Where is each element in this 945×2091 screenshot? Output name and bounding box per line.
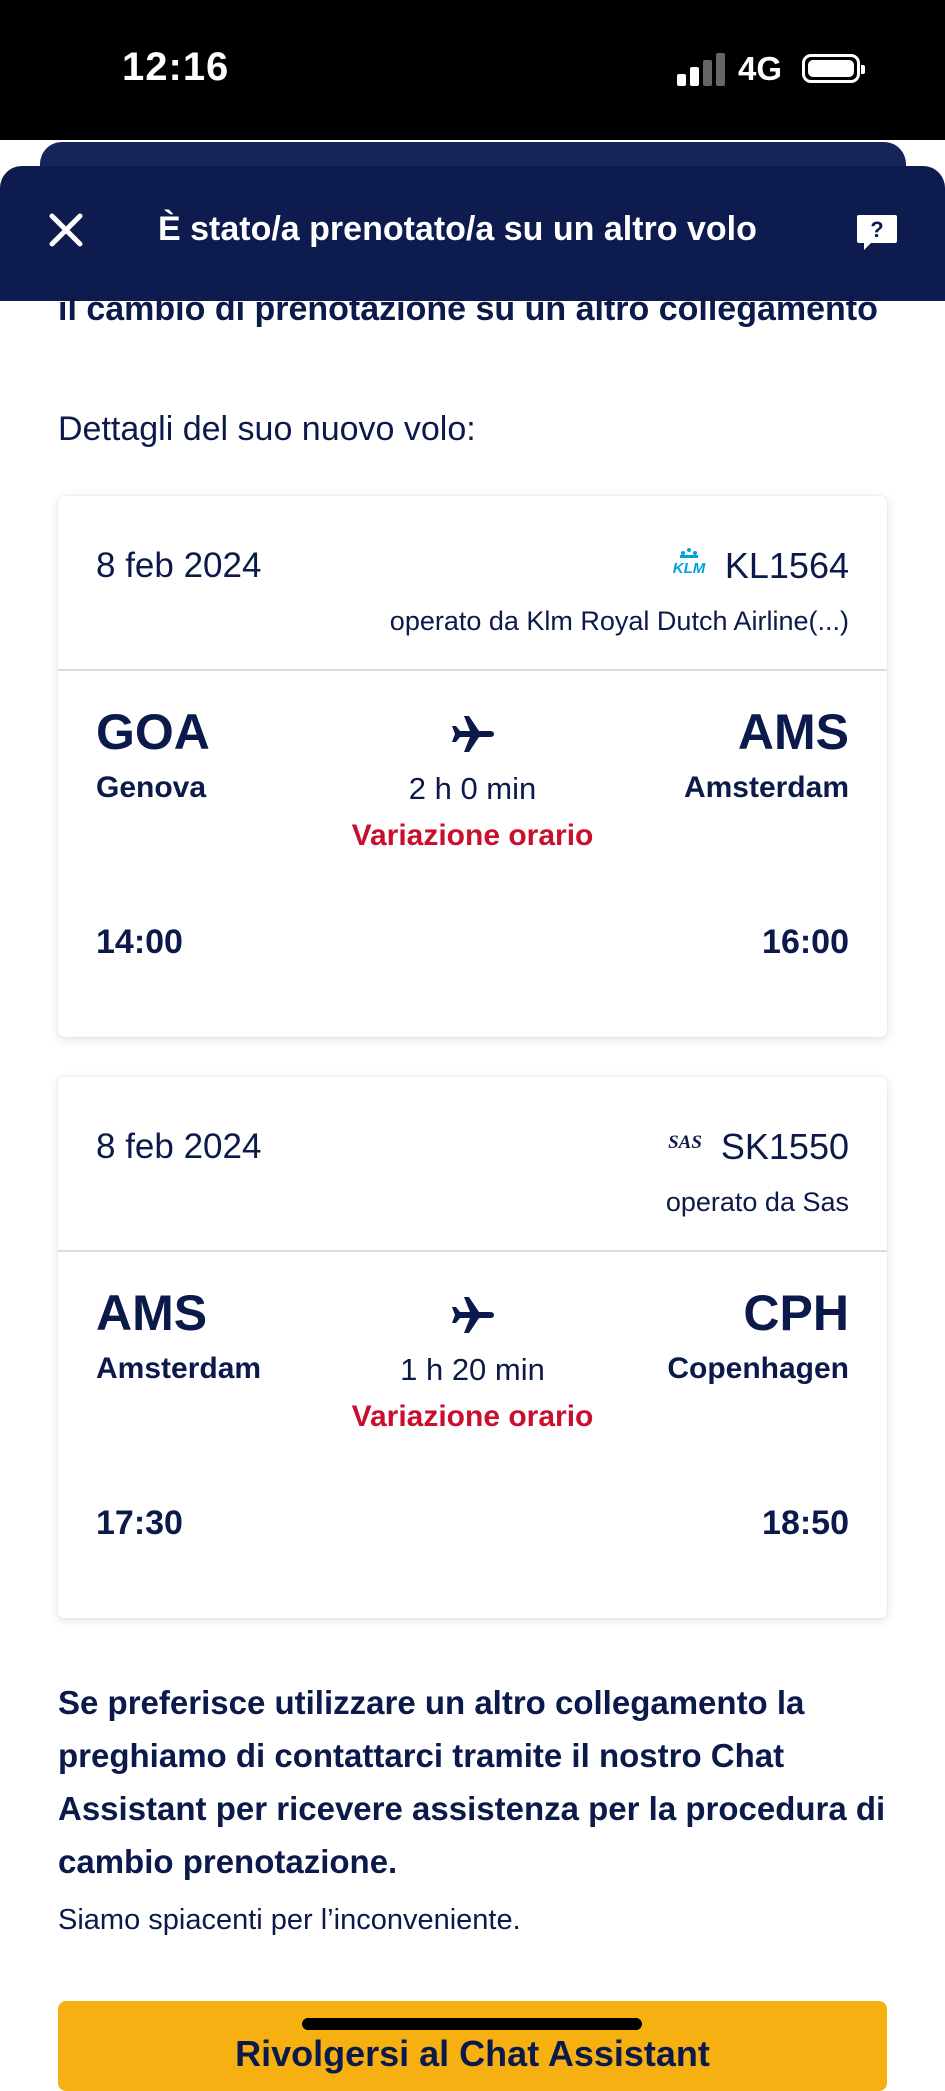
arrival-time: 16:00 <box>762 923 849 961</box>
destination-code: CPH <box>743 1285 849 1341</box>
schedule-change-label: Variazione orario <box>351 1400 594 1433</box>
help-icon <box>855 213 899 253</box>
destination-code: AMS <box>737 704 849 760</box>
signal-icon <box>677 52 727 86</box>
flight-operator: operato da Klm Royal Dutch Airline(...) <box>389 606 849 636</box>
status-time: 12:16 <box>122 45 230 89</box>
plane-icon <box>450 1292 496 1338</box>
battery-icon <box>802 54 860 83</box>
flight-card <box>58 1077 887 1618</box>
apology-text: Siamo spiacenti per l’inconveniente. <box>58 1904 521 1936</box>
origin-city: Genova <box>96 771 207 804</box>
network-label: 4G <box>738 50 783 87</box>
schedule-change-label: Variazione orario <box>351 819 594 852</box>
intro-text: il cambio di prenotazione su un altro collegamento <box>58 290 878 328</box>
arrival-time: 18:50 <box>762 1504 849 1542</box>
flight-card <box>58 496 887 1037</box>
klm-logo-icon <box>665 546 713 576</box>
sas-logo-icon <box>662 1127 708 1157</box>
flight-operator: operato da Sas <box>665 1187 849 1217</box>
close-button[interactable] <box>40 204 92 256</box>
status-bar <box>0 0 945 140</box>
plane-icon <box>450 711 496 757</box>
home-indicator[interactable] <box>302 2018 642 2030</box>
help-button[interactable] <box>855 213 899 253</box>
departure-time: 17:30 <box>96 1504 183 1542</box>
klm-logo-text: KLM <box>672 560 706 577</box>
flight-number: KL1564 <box>724 545 849 586</box>
chat-assistant-button-label: Rivolgersi al Chat Assistant <box>235 2033 710 2074</box>
flight-date: 8 feb 2024 <box>96 1127 262 1166</box>
chat-assistant-button[interactable] <box>58 2001 887 2091</box>
origin-code: GOA <box>96 704 210 760</box>
svg-text:?: ? <box>870 217 884 242</box>
flight-number: SK1550 <box>720 1126 849 1167</box>
origin-city: Amsterdam <box>96 1352 262 1385</box>
content-area <box>0 290 945 2074</box>
origin-code: AMS <box>96 1285 208 1341</box>
flight-duration: 2 h 0 min <box>408 771 537 806</box>
flight-card-body <box>58 671 887 1037</box>
modal-title: È stato/a prenotato/a su un altro volo <box>158 210 757 248</box>
flight-card-header <box>58 496 887 671</box>
destination-city: Copenhagen <box>667 1352 849 1385</box>
departure-time: 14:00 <box>96 923 183 961</box>
rebooking-notice: Se preferisce utilizzare un altro collegamento la preghiamo di contattarci tramite il nostro Chat Assistant per ricevere assistenza per la procedura di cambio prenotazione. <box>58 1684 886 1880</box>
close-icon <box>40 204 92 256</box>
intro-subtitle: Dettagli del suo nuovo volo: <box>58 410 476 448</box>
flight-duration: 1 h 20 min <box>400 1352 545 1387</box>
flight-card-header <box>58 1077 887 1252</box>
destination-city: Amsterdam <box>683 771 849 804</box>
flight-card-body <box>58 1252 887 1618</box>
sas-logo-text: SAS <box>668 1132 702 1153</box>
flight-date: 8 feb 2024 <box>96 546 262 585</box>
